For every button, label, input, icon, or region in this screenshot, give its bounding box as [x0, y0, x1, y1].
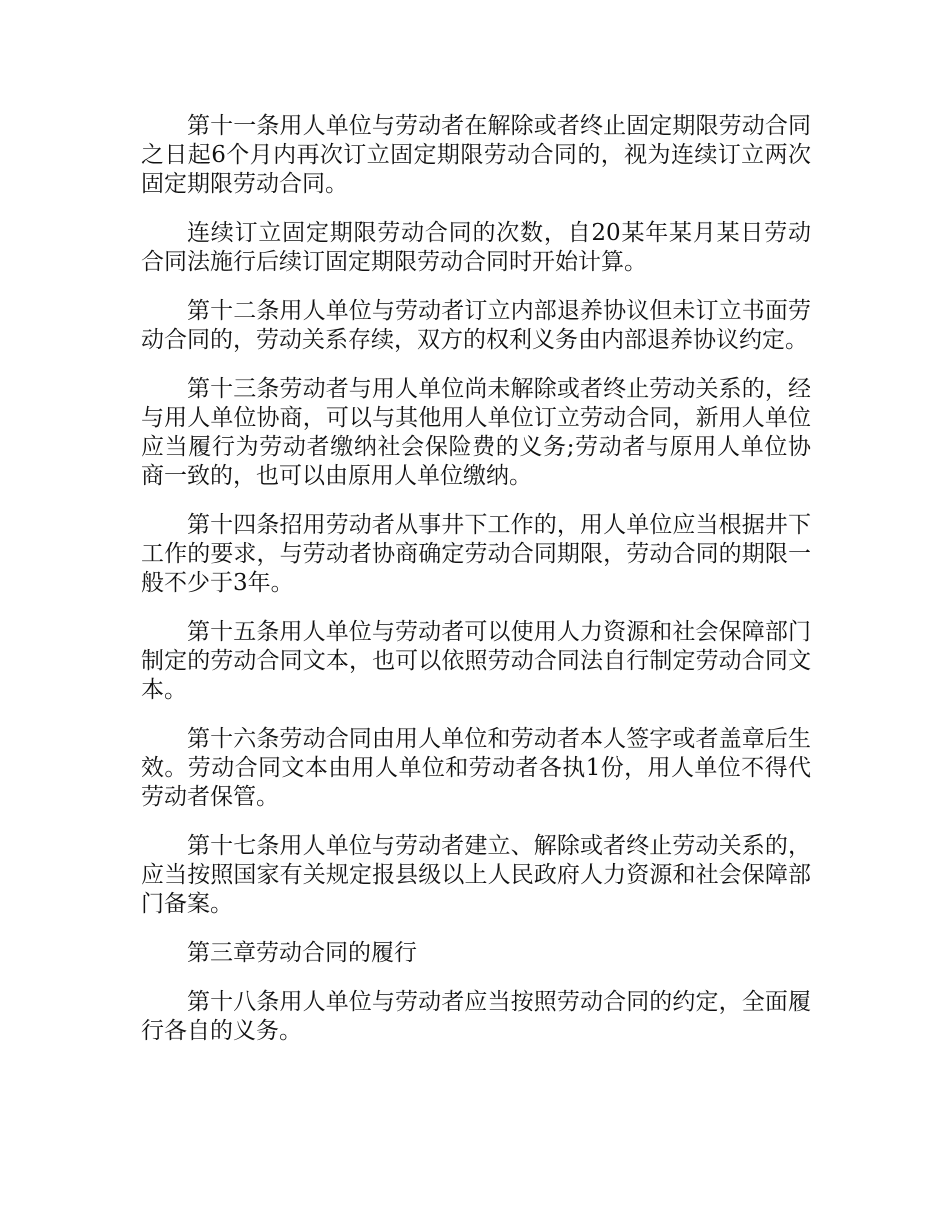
article-14-paragraph: 第十四条招用劳动者从事井下工作的，用人单位应当根据井下工作的要求，与劳动者协商确定劳动合同期限，劳动合同的期限一般不少于3年。	[141, 512, 811, 596]
article-13-paragraph: 第十三条劳动者与用人单位尚未解除或者终止劳动关系的，经与用人单位协商，可以与其他用人单位订立劳动合同，新用人单位应当履行为劳动者缴纳社会保险费的义务;劳动者与原用人单位协商一致的，也可以由原用人单位缴纳。	[141, 376, 811, 489]
document-body	[141, 112, 811, 1046]
article-12-paragraph: 第十二条用人单位与劳动者订立内部退养协议但未订立书面劳动合同的，劳动关系存续，双方的权利义务由内部退养协议约定。	[141, 298, 811, 353]
renewal-count-paragraph: 连续订立固定期限劳动合同的次数，自20某年某月某日劳动合同法施行后续订固定期限劳动合同时开始计算。	[141, 220, 811, 275]
article-18-paragraph: 第十八条用人单位与劳动者应当按照劳动合同的约定，全面履行各自的义务。	[141, 989, 811, 1044]
chapter-3-heading: 第三章劳动合同的履行	[187, 940, 417, 966]
article-17-paragraph: 第十七条用人单位与劳动者建立、解除或者终止劳动关系的，应当按照国家有关规定报县级以上人民政府人力资源和社会保障部门备案。	[141, 833, 811, 917]
article-11-paragraph: 第十一条用人单位与劳动者在解除或者终止固定期限劳动合同之日起6个月内再次订立固定期限劳动合同的，视为连续订立两次固定期限劳动合同。	[141, 113, 811, 197]
article-15-paragraph: 第十五条用人单位与劳动者可以使用人力资源和社会保障部门制定的劳动合同文本，也可以依照劳动合同法自行制定劳动合同文本。	[141, 619, 811, 703]
article-16-paragraph: 第十六条劳动合同由用人单位和劳动者本人签字或者盖章后生效。劳动合同文本由用人单位和劳动者各执1份，用人单位不得代劳动者保管。	[141, 726, 811, 810]
